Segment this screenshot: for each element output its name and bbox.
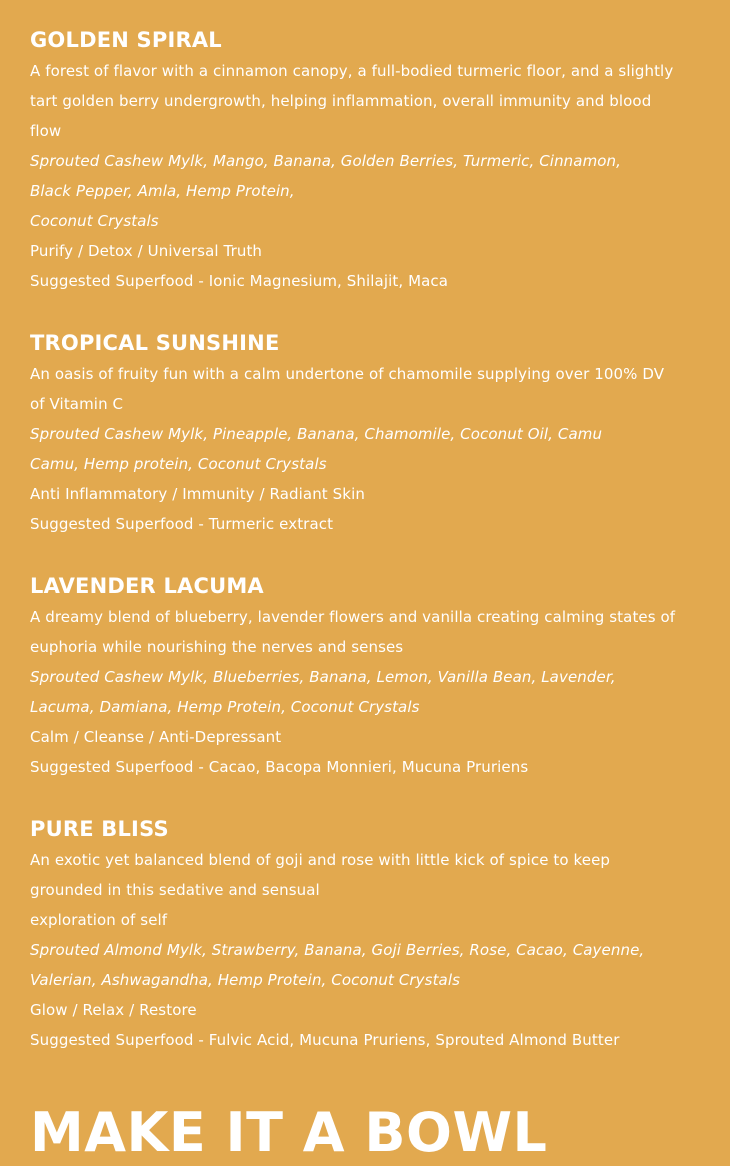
item-description-line: flow: [30, 122, 62, 140]
bowl-section-heading: MAKE IT A BOWL: [30, 1101, 548, 1164]
item-description-line: An exotic yet balanced blend of goji and rose with little kick of spice to keep: [30, 851, 611, 869]
item-description-line: of Vitamin C: [30, 395, 124, 413]
item-ingredients-line: Camu, Hemp protein, Coconut Crystals: [30, 455, 327, 473]
item-superfood: Suggested Superfood - Ionic Magnesium, Shilajit, Maca: [30, 272, 449, 290]
item-title: LAVENDER LACUMA: [30, 574, 264, 598]
item-description-line: An oasis of fruity fun with a calm undertone of chamomile supplying over 100% DV: [30, 365, 665, 383]
item-ingredients-line: Sprouted Cashew Mylk, Pineapple, Banana, Chamomile, Coconut Oil, Camu: [30, 425, 603, 443]
menu-item-lavender-lacuma: [30, 572, 710, 782]
item-superfood: Suggested Superfood - Turmeric extract: [30, 515, 334, 533]
item-benefits: Purify / Detox / Universal Truth: [30, 242, 263, 260]
item-benefits: Anti Inflammatory / Immunity / Radiant Skin: [30, 485, 365, 503]
menu-item-golden-spiral: [30, 26, 710, 296]
item-ingredients-line: Sprouted Cashew Mylk, Mango, Banana, Golden Berries, Turmeric, Cinnamon,: [30, 152, 622, 170]
item-description-line: A dreamy blend of blueberry, lavender flowers and vanilla creating calming states of: [30, 608, 676, 626]
item-benefits: Calm / Cleanse / Anti-Depressant: [30, 728, 282, 746]
item-ingredients-line: Valerian, Ashwagandha, Hemp Protein, Coconut Crystals: [30, 971, 461, 989]
item-superfood: Suggested Superfood - Fulvic Acid, Mucuna Pruriens, Sprouted Almond Butter: [30, 1031, 620, 1049]
menu-item-tropical-sunshine: [30, 329, 710, 539]
item-title: GOLDEN SPIRAL: [30, 28, 222, 52]
item-ingredients-line: Coconut Crystals: [30, 212, 159, 230]
item-ingredients-line: Sprouted Almond Mylk, Strawberry, Banana, Goji Berries, Rose, Cacao, Cayenne,: [30, 941, 645, 959]
item-description-line: euphoria while nourishing the nerves and senses: [30, 638, 404, 656]
menu-item-pure-bliss: [30, 815, 710, 1055]
item-superfood: Suggested Superfood - Cacao, Bacopa Monnieri, Mucuna Pruriens: [30, 758, 529, 776]
item-description-line: exploration of self: [30, 911, 168, 929]
item-ingredients-line: Sprouted Cashew Mylk, Blueberries, Banana, Lemon, Vanilla Bean, Lavender,: [30, 668, 616, 686]
item-title: TROPICAL SUNSHINE: [30, 331, 280, 355]
item-title: PURE BLISS: [30, 817, 169, 841]
item-description-line: grounded in this sedative and sensual: [30, 881, 320, 899]
item-ingredients-line: Lacuma, Damiana, Hemp Protein, Coconut Crystals: [30, 698, 420, 716]
menu-content: [30, 26, 710, 1088]
item-description-line: A forest of flavor with a cinnamon canopy, a full-bodied turmeric floor, and a slightly: [30, 62, 674, 80]
item-ingredients-line: Black Pepper, Amla, Hemp Protein,: [30, 182, 295, 200]
item-description-line: tart golden berry undergrowth, helping inflammation, overall immunity and blood: [30, 92, 652, 110]
item-benefits: Glow / Relax / Restore: [30, 1001, 197, 1019]
